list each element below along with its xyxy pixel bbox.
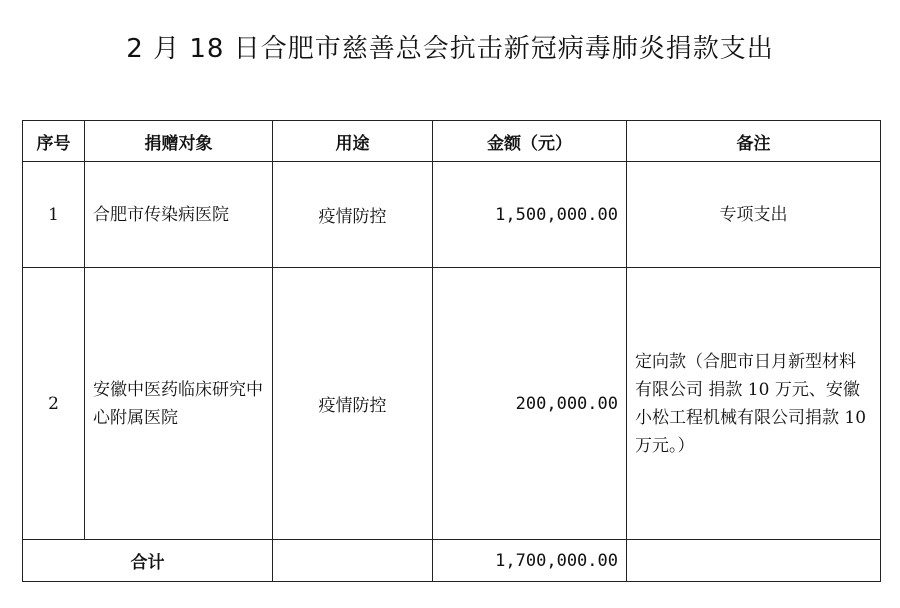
- row-target: 合肥市传染病医院: [85, 162, 273, 268]
- row-amount: 200,000.00: [433, 268, 627, 540]
- row-use: 疫情防控: [273, 268, 433, 540]
- table-header-row: [23, 121, 881, 162]
- header-note: 备注: [627, 121, 881, 162]
- row-no: 2: [23, 268, 85, 540]
- total-row: [23, 540, 881, 582]
- donation-expense-table: [22, 120, 881, 582]
- header-amount: 金额（元）: [433, 121, 627, 162]
- row-no: 1: [23, 162, 85, 268]
- total-note-empty: [627, 540, 881, 582]
- total-use-empty: [273, 540, 433, 582]
- row-target: 安徽中医药临床研究中心附属医院: [85, 268, 273, 540]
- document-title: 2 月 18 日合肥市慈善总会抗击新冠病毒肺炎捐款支出: [126, 34, 774, 64]
- total-label: 合计: [23, 540, 273, 582]
- table-row: [23, 268, 881, 540]
- row-amount: 1,500,000.00: [433, 162, 627, 268]
- header-no: 序号: [23, 121, 85, 162]
- header-use: 用途: [273, 121, 433, 162]
- row-note: 定向款（合肥市日月新型材料有限公司 捐款 10 万元、安徽小松工程机械有限公司捐款 10 万元。）: [627, 268, 881, 540]
- table-row: [23, 162, 881, 268]
- total-amount: 1,700,000.00: [433, 540, 627, 582]
- row-use: 疫情防控: [273, 162, 433, 268]
- header-target: 捐赠对象: [85, 121, 273, 162]
- row-note: 专项支出: [627, 162, 881, 268]
